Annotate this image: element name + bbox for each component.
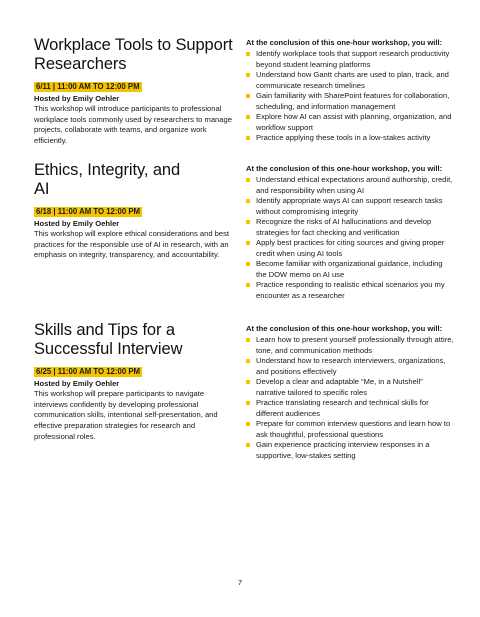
outcome-item: Identify appropriate ways AI can support research tasks without compromising integrity: [246, 196, 454, 217]
outcomes-list: [246, 49, 454, 144]
workshop-description: This workshop will prepare participants to navigate interviews confidently by developing professional communication skills, intentional self-presentation, and effective preparation strategies for research and professional roles.: [34, 389, 218, 441]
bullet-square-icon: [246, 73, 250, 77]
workshop-title: Ethics, Integrity, and AI: [34, 161, 181, 198]
outcomes-list: [246, 335, 454, 461]
bullet-square-icon: [246, 380, 250, 384]
workshop-date: 6/25 | 11:00 AM TO 12:00 PM: [36, 367, 141, 376]
workshop-host: Hosted by Emily Oehler: [34, 379, 120, 388]
outcome-item: Practice translating research and technical skills for different audiences: [246, 398, 454, 419]
outcomes-heading: At the conclusion of this one-hour workshop, you will:: [246, 164, 443, 173]
bullet-square-icon: [246, 136, 250, 140]
workshop-title: Workplace Tools to Support Researchers: [34, 36, 233, 73]
page-number: 7: [237, 578, 243, 587]
workshop-info: [34, 36, 236, 147]
outcome-item: Understand ethical expectations around authorship, credit, and responsibility when using AI: [246, 175, 454, 196]
bullet-square-icon: [246, 401, 250, 405]
outcomes-heading: At the conclusion of this one-hour workshop, you will:: [246, 324, 443, 333]
workshop-outcomes: [246, 38, 454, 144]
outcomes-heading: At the conclusion of this one-hour workshop, you will:: [246, 38, 443, 47]
outcome-item: Gain familiarity with SharePoint features for collaboration, scheduling, and information management: [246, 91, 454, 112]
outcome-item: Apply best practices for citing sources and giving proper credit when using AI tools: [246, 238, 454, 259]
bullet-square-icon: [246, 359, 250, 363]
workshop-date: 6/18 | 11:00 AM TO 12:00 PM: [36, 207, 141, 216]
bullet-square-icon: [246, 443, 250, 447]
outcome-item: Become familiar with organizational guidance, including the DOW memo on AI use: [246, 259, 454, 280]
bullet-square-icon: [246, 199, 250, 203]
bullet-square-icon: [246, 283, 250, 287]
workshop-description: This workshop will explore ethical considerations and best practices for the responsible use of AI in research, with an emphasis on integrity, transparency, and accountability.: [34, 229, 230, 260]
outcome-item: Recognize the risks of AI hallucinations and develop strategies for fact checking and verification: [246, 217, 454, 238]
workshop-outcomes: [246, 164, 454, 301]
bullet-square-icon: [246, 422, 250, 426]
bullet-square-icon: [246, 262, 250, 266]
outcome-item: Understand how to research interviewers, organizations, and positions effectively: [246, 356, 454, 377]
bullet-square-icon: [246, 241, 250, 245]
workshop-info: [34, 321, 236, 443]
outcome-item: Explore how AI can assist with planning, organization, and workflow support: [246, 112, 454, 133]
outcome-item: Practice applying these tools in a low-stakes activity: [246, 133, 454, 144]
workshop-host: Hosted by Emily Oehler: [34, 219, 120, 228]
outcome-item: Identify workplace tools that support research productivity beyond student learning platforms: [246, 49, 454, 70]
outcome-item: Learn how to present yourself professionally through attire, tone, and communication methods: [246, 335, 454, 356]
outcome-item: Prepare for common interview questions and learn how to ask thoughtful, professional questions: [246, 419, 454, 440]
bullet-square-icon: [246, 52, 250, 56]
workshop-date: 6/11 | 11:00 AM TO 12:00 PM: [36, 82, 140, 91]
bullet-square-icon: [246, 178, 250, 182]
outcome-item: Develop a clear and adaptable “Me, in a Nutshell” narrative tailored to specific roles: [246, 377, 454, 398]
outcome-item: Practice responding to realistic ethical scenarios you my encounter as a researcher: [246, 280, 454, 301]
workshop-info: [34, 161, 236, 261]
bullet-square-icon: [246, 220, 250, 224]
outcomes-list: [246, 175, 454, 301]
workshop-title: Skills and Tips for a Successful Interview: [34, 321, 183, 358]
bullet-square-icon: [246, 338, 250, 342]
workshop-description: This workshop will introduce participants to professional workplace tools commonly used by researchers to manage projects, collaborate with teams, and organize work efficiently.: [34, 104, 232, 146]
workshop-host: Hosted by Emily Oehler: [34, 94, 120, 103]
outcome-item: Understand how Gantt charts are used to plan, track, and communicate research timelines: [246, 70, 454, 91]
workshop-outcomes: [246, 324, 454, 461]
outcome-item: Gain experience practicing interview responses in a supportive, low-stakes setting: [246, 440, 454, 461]
bullet-square-icon: [246, 94, 250, 98]
bullet-square-icon: [246, 115, 250, 119]
